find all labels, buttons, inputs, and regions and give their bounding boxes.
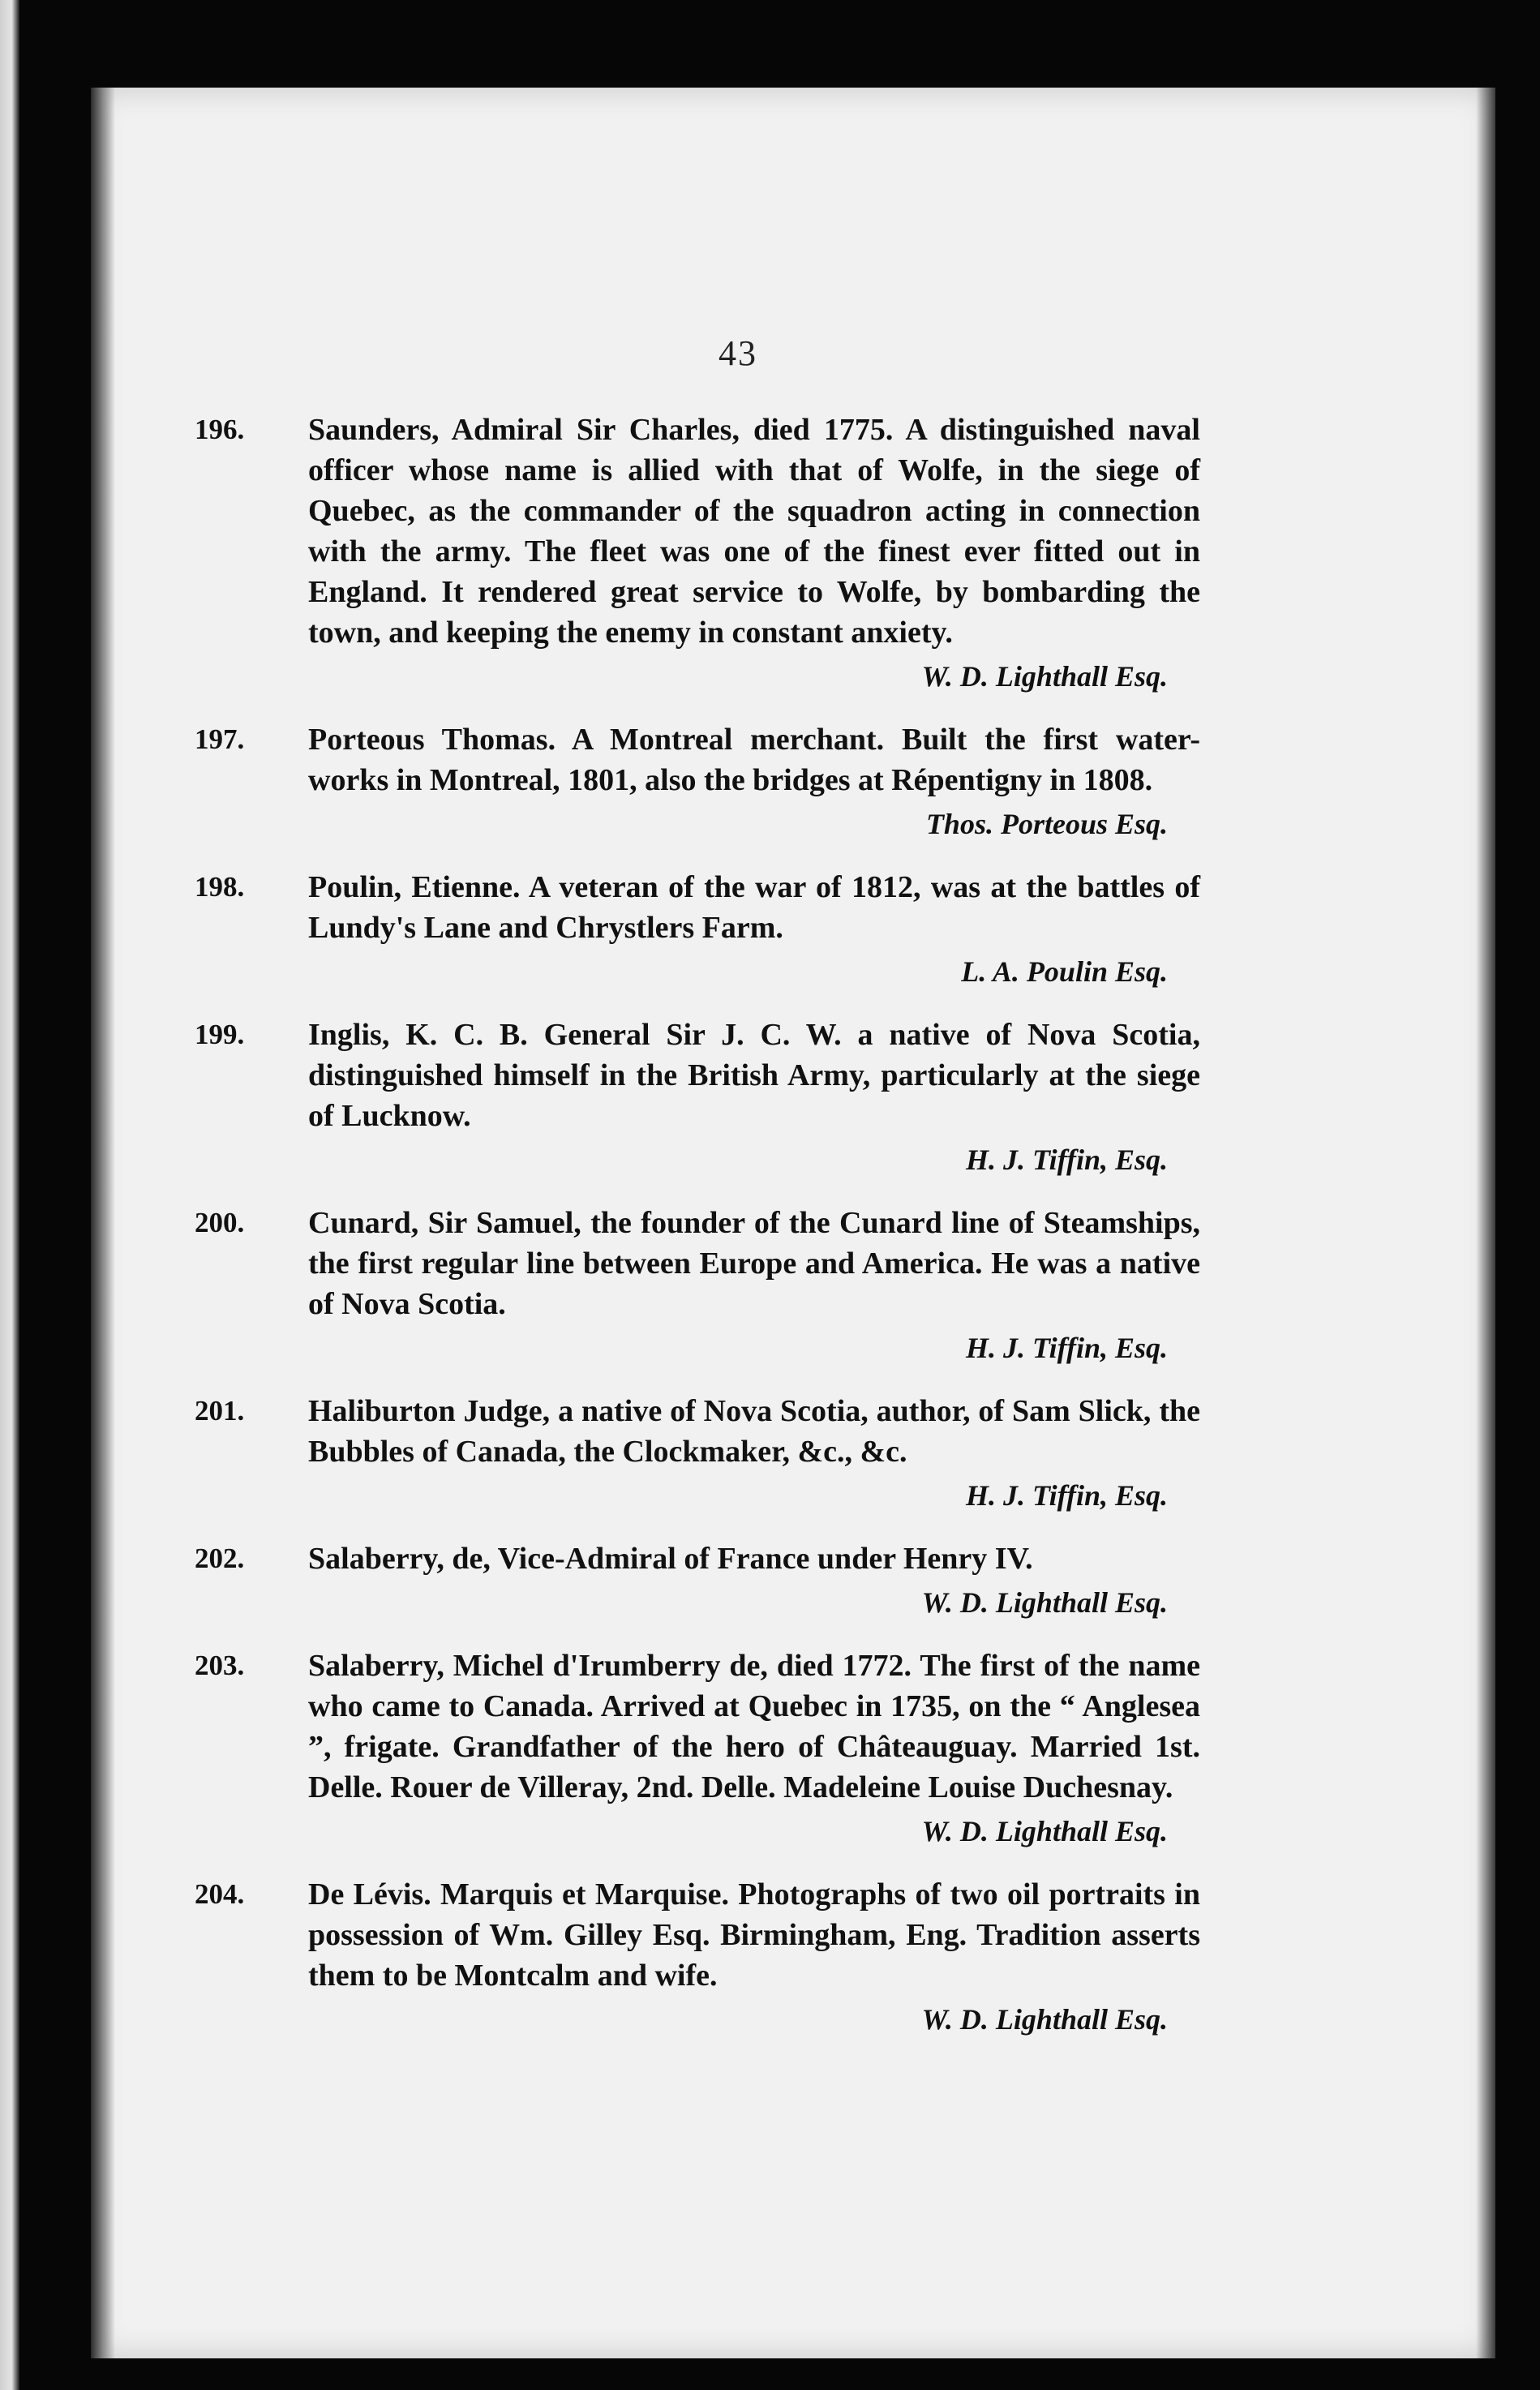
entry-text: Saunders, Admiral Sir Charles, died 1775. A distinguished naval officer whose name is allied with that of Wolfe, in the siege of Quebec, as the commander of the squadron acting in connection with the army. The fleet was one of the finest ever fitted out in England. It rendered great service to Wolfe, by bombarding the town, and keeping the enemy in constant anxiety.	[308, 413, 1200, 650]
entry-text: Poulin, Etienne. A veteran of the war of 1812, was at the battles of Lundy's Lane and Chrystlers Farm.	[308, 870, 1200, 945]
entry-number: 202.	[195, 1543, 245, 1574]
entry-202	[195, 1538, 1200, 1623]
entry-number: 200.	[195, 1207, 245, 1238]
entry-201	[195, 1391, 1200, 1516]
entry-credit: H. J. Tiffin, Esq.	[965, 1479, 1168, 1512]
entry-198	[195, 867, 1200, 992]
entry-text: Inglis, K. C. B. General Sir J. C. W. a native of Nova Scotia, distinguished himself in the British Army, particularly at the siege of Lucknow.	[308, 1018, 1200, 1133]
entry-credit: W. D. Lighthall Esq.	[921, 2003, 1168, 2036]
entry-text: Porteous Thomas. A Montreal merchant. Built the first water-works in Montreal, 1801, also the bridges at Répentigny in 1808.	[308, 723, 1200, 797]
entry-199	[195, 1015, 1200, 1180]
entry-197	[195, 719, 1200, 844]
entry-text: Salaberry, de, Vice-Admiral of France under Henry IV.	[308, 1542, 1033, 1576]
entry-number: 203.	[195, 1650, 245, 1681]
entry-number: 198.	[195, 871, 245, 903]
entry-text: Salaberry, Michel d'Irumberry de, died 1772. The first of the name who came to Canada. Arrived at Quebec in 1735, on the “ Anglesea ”, frigate. Grandfather of the hero of Châteauguay. Married 1st. Delle. Rouer de Villeray, 2nd. Delle. Madeleine Louise Duchesnay.	[308, 1649, 1200, 1804]
entry-196	[195, 410, 1200, 697]
entry-text: Cunard, Sir Samuel, the founder of the Cunard line of Steamships, the first regular line between Europe and America. He was a native of Nova Scotia.	[308, 1206, 1200, 1321]
entry-text: De Lévis. Marquis et Marquise. Photographs of two oil portraits in possession of Wm. Gilley Esq. Birmingham, Eng. Tradition asserts them to be Montcalm and wife.	[308, 1877, 1200, 1993]
entry-number: 197.	[195, 723, 245, 755]
page-edge-shadow	[1476, 88, 1495, 2358]
entry-number: 199.	[195, 1019, 245, 1050]
entry-number: 201.	[195, 1395, 245, 1427]
entry-203	[195, 1646, 1200, 1851]
entry-credit: W. D. Lighthall Esq.	[921, 1586, 1168, 1619]
page-number: 43	[719, 333, 757, 373]
entry-list	[195, 410, 1200, 2062]
page-gutter-shadow	[91, 88, 115, 2358]
entry-credit: W. D. Lighthall Esq.	[921, 660, 1168, 693]
adjacent-page-edge	[0, 0, 19, 2390]
entry-credit: Thos. Porteous Esq.	[925, 808, 1168, 840]
entry-text: Haliburton Judge, a native of Nova Scotia, author, of Sam Slick, the Bubbles of Canada, the Clockmaker, &c., &c.	[308, 1394, 1200, 1469]
entry-credit: L. A. Poulin Esq.	[961, 955, 1168, 988]
entry-number: 196.	[195, 414, 245, 445]
entry-200	[195, 1203, 1200, 1368]
entry-credit: W. D. Lighthall Esq.	[921, 1815, 1168, 1847]
entry-credit: H. J. Tiffin, Esq.	[965, 1332, 1168, 1364]
entry-credit: H. J. Tiffin, Esq.	[965, 1144, 1168, 1176]
entry-number: 204.	[195, 1878, 245, 1910]
entry-204	[195, 1874, 1200, 2040]
